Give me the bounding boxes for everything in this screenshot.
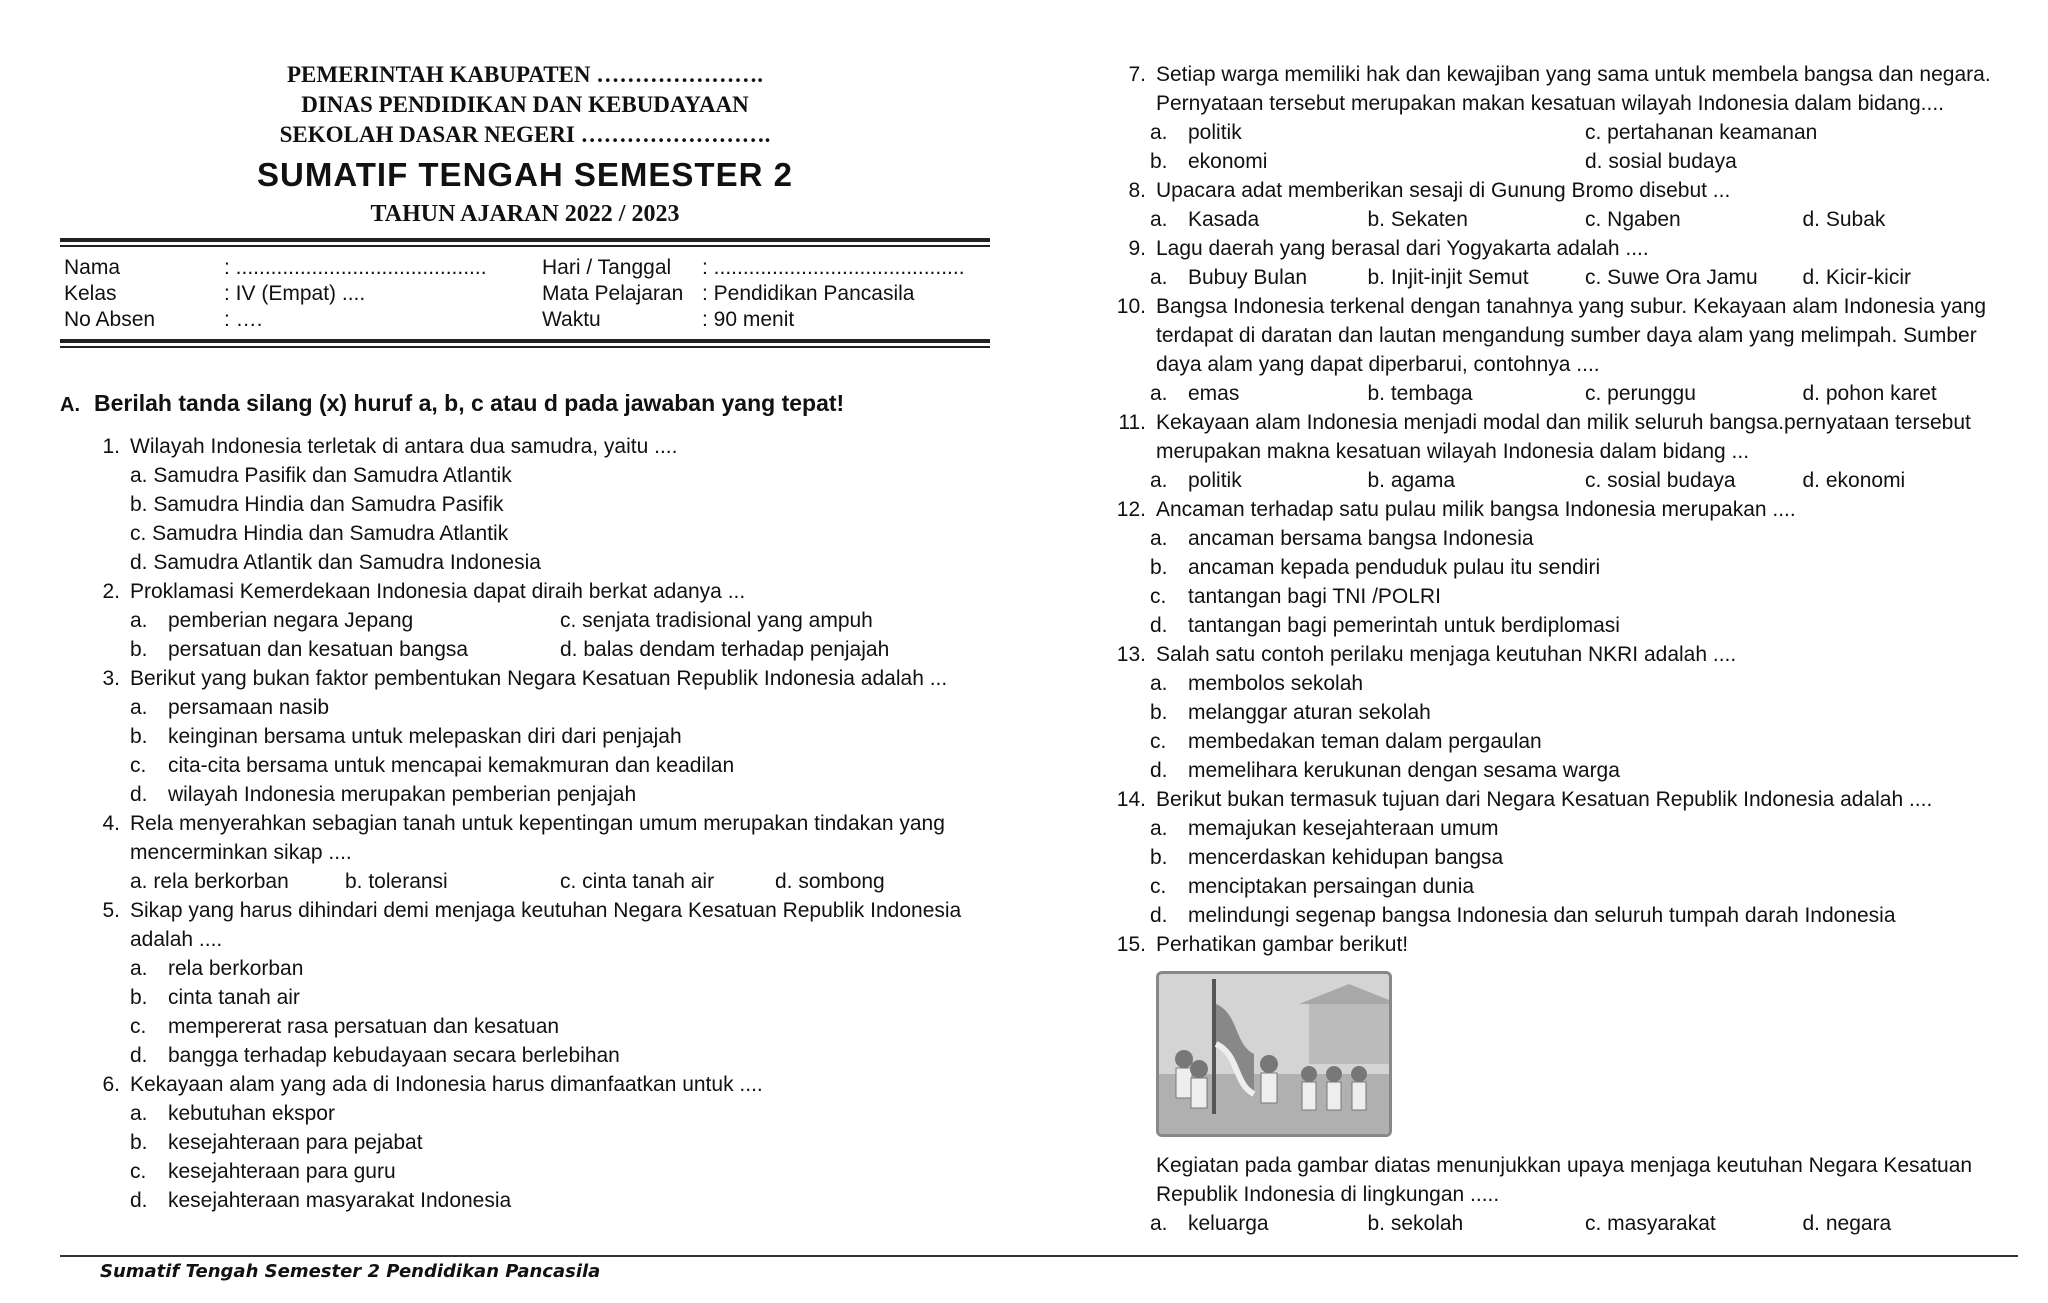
- option: a. Samudra Pasifik dan Samudra Atlantik: [130, 464, 512, 487]
- option-letter: b.: [1150, 150, 1168, 173]
- option-letter: a.: [1150, 527, 1168, 550]
- question-15: [1110, 930, 2020, 1238]
- option-text: kesejahteraan para guru: [168, 1160, 396, 1183]
- option-letter: d.: [130, 783, 148, 806]
- option-letter: a.: [1150, 817, 1168, 840]
- option-text: persamaan nasib: [168, 696, 330, 719]
- option-text: mempererat rasa persatuan dan kesatuan: [168, 1015, 560, 1038]
- header-divider: [60, 238, 990, 247]
- option-letter: a.: [130, 609, 148, 632]
- option-letter: b.: [1150, 556, 1168, 579]
- identity-divider: [60, 339, 990, 348]
- option-text: membolos sekolah: [1188, 672, 1364, 695]
- question-text: Berikut bukan termasuk tujuan dari Negara Kesatuan Republik Indonesia adalah ....: [1156, 788, 1933, 811]
- option: c. Suwe Ora Jamu: [1585, 266, 1758, 289]
- option-text: keluarga: [1188, 1212, 1269, 1235]
- page-footer: Sumatif Tengah Semester 2 Pendidikan Pancasila: [100, 1261, 601, 1282]
- option: c. sosial budaya: [1585, 469, 1736, 492]
- option: d. Samudra Atlantik dan Samudra Indonesia: [130, 551, 541, 574]
- question-12: [1110, 495, 2020, 640]
- question-text: Proklamasi Kemerdekaan Indonesia dapat diraih berkat adanya ...: [130, 580, 746, 603]
- option: d. ekonomi: [1802, 469, 1906, 492]
- option: c. Ngaben: [1585, 208, 1681, 231]
- question-8: [1110, 176, 2020, 234]
- option-text: politik: [1188, 469, 1242, 492]
- option: a. rela berkorban: [130, 870, 289, 893]
- option-letter: a.: [1150, 1212, 1168, 1235]
- question-list-left: [80, 432, 990, 1215]
- option-letter: a.: [130, 1102, 148, 1125]
- question-14: [1110, 785, 2020, 930]
- question-number: 3.: [102, 667, 120, 690]
- option-text: membedakan teman dalam pergaulan: [1188, 730, 1542, 753]
- option-text: rela berkorban: [168, 957, 304, 980]
- option-letter: c.: [1150, 585, 1167, 608]
- identity-label: Waktu: [542, 308, 601, 331]
- option-letter: b.: [1150, 846, 1168, 869]
- option-letter: c.: [130, 754, 147, 777]
- question-text: Setiap warga memiliki hak dan kewajiban yang sama untuk membela bangsa dan negara. Pernyataan tersebut merupakan makan kesatuan wilayah Indonesia dalam bidang....: [1156, 63, 1991, 115]
- option-text: persatuan dan kesatuan bangsa: [168, 638, 469, 661]
- question-text: Upacara adat memberikan sesaji di Gunung Bromo disebut ...: [1156, 179, 1731, 202]
- option: d. Subak: [1802, 208, 1886, 231]
- option-letter: a.: [130, 957, 148, 980]
- option-text: keinginan bersama untuk melepaskan diri dari penjajah: [168, 725, 682, 748]
- header-line-1: PEMERINTAH KABUPATEN ………………….: [287, 62, 763, 87]
- question-number: 8.: [1128, 179, 1146, 202]
- question-10: [1110, 292, 2020, 408]
- question-13: [1110, 640, 2020, 785]
- option: d. pohon karet: [1802, 382, 1937, 405]
- question-3: [80, 664, 990, 809]
- option: c. masyarakat: [1585, 1212, 1716, 1235]
- identity-value: : ….: [224, 308, 263, 331]
- academic-year: TAHUN AJARAN 2022 / 2023: [370, 201, 680, 227]
- option: b. sekolah: [1367, 1212, 1464, 1235]
- left-column: [60, 0, 990, 1215]
- question-text: Bangsa Indonesia terkenal dengan tanahnya yang subur. Kekayaan alam Indonesia yang terdapat di daratan dan lautan mengandung sumber daya alam yang melimpah. Sumber daya alam yang dapat diperbarui, contohnya ....: [1156, 295, 1987, 376]
- question-2: [80, 577, 990, 664]
- question-11: [1110, 408, 2020, 495]
- option: d. sosial budaya: [1585, 150, 1737, 173]
- option-text: bangga terhadap kebudayaan secara berlebihan: [168, 1044, 620, 1067]
- option-letter: a.: [1150, 382, 1168, 405]
- question-text: Kekayaan alam yang ada di Indonesia harus dimanfaatkan untuk ....: [130, 1073, 763, 1096]
- option: b. agama: [1367, 469, 1456, 492]
- option-letter: a.: [130, 696, 148, 719]
- question-text: Lagu daerah yang berasal dari Yogyakarta adalah ....: [1156, 237, 1649, 260]
- option-letter: b.: [130, 638, 148, 661]
- option-text: Bubuy Bulan: [1188, 266, 1308, 289]
- identity-label: Mata Pelajaran: [542, 282, 684, 305]
- question-number: 5.: [102, 899, 120, 922]
- option-letter: a.: [1150, 121, 1168, 144]
- identity-value: : ...........................................: [702, 256, 965, 279]
- question-text: Ancaman terhadap satu pulau milik bangsa Indonesia merupakan ....: [1156, 498, 1796, 521]
- option-text: ekonomi: [1188, 150, 1268, 173]
- question-number: 13.: [1116, 643, 1146, 666]
- flag-ceremony-image: [1159, 974, 1389, 1134]
- option-text: tantangan bagi pemerintah untuk berdiplomasi: [1188, 614, 1620, 637]
- identity-value: : Pendidikan Pancasila: [702, 282, 915, 305]
- option-letter: b.: [130, 1131, 148, 1154]
- option-text: kebutuhan ekspor: [168, 1102, 335, 1125]
- question-number: 1.: [102, 435, 120, 458]
- option: b. Samudra Hindia dan Samudra Pasifik: [130, 493, 504, 516]
- question-text: Berikut yang bukan faktor pembentukan Negara Kesatuan Republik Indonesia adalah ...: [130, 667, 948, 690]
- question-7: [1110, 60, 2020, 176]
- option: b. Sekaten: [1367, 208, 1468, 231]
- question-4: [80, 809, 990, 896]
- option-text: ancaman kepada penduduk pulau itu sendiri: [1188, 556, 1601, 579]
- identity-label: Nama: [64, 256, 121, 279]
- question-number: 14.: [1116, 788, 1146, 811]
- option-text: tantangan bagi TNI /POLRI: [1188, 585, 1441, 608]
- option-letter: c.: [1150, 730, 1167, 753]
- question-number: 15.: [1116, 933, 1146, 956]
- question-9: [1110, 234, 2020, 292]
- question-number: 2.: [102, 580, 120, 603]
- option-letter: d.: [130, 1044, 148, 1067]
- option: c. Samudra Hindia dan Samudra Atlantik: [130, 522, 509, 545]
- instruction-letter: A.: [60, 394, 80, 416]
- identity-label: Hari / Tanggal: [542, 256, 672, 279]
- option-letter: c.: [1150, 875, 1167, 898]
- option-text: kesejahteraan para pejabat: [168, 1131, 423, 1154]
- option-letter: b.: [130, 986, 148, 1009]
- right-column: [1110, 60, 2020, 1238]
- question-text: Sikap yang harus dihindari demi menjaga keutuhan Negara Kesatuan Republik Indonesia adalah ....: [130, 899, 962, 951]
- footer-divider: [60, 1255, 2018, 1257]
- option: c. perunggu: [1585, 382, 1696, 405]
- question-number: 11.: [1118, 411, 1146, 434]
- option-text: politik: [1188, 121, 1242, 144]
- question-number: 12.: [1116, 498, 1146, 521]
- identity-value: : ...........................................: [224, 256, 487, 279]
- question-number: 7.: [1128, 63, 1146, 86]
- question-number: 6.: [102, 1073, 120, 1096]
- option: d. balas dendam terhadap penjajah: [560, 638, 890, 661]
- option: b. toleransi: [345, 870, 448, 893]
- question-text: Kekayaan alam Indonesia menjadi modal dan milik seluruh bangsa.pernyataan tersebut merupakan makna kesatuan wilayah Indonesia dalam bidang ...: [1156, 411, 1971, 463]
- option-text: melindungi segenap bangsa Indonesia dan seluruh tumpah darah Indonesia: [1188, 904, 1896, 927]
- option: c. senjata tradisional yang ampuh: [560, 609, 873, 632]
- question-text: Perhatikan gambar berikut!: [1156, 933, 1409, 956]
- option-text: memajukan kesejahteraan umum: [1188, 817, 1499, 840]
- option-text: mencerdaskan kehidupan bangsa: [1188, 846, 1504, 869]
- option-letter: a.: [1150, 672, 1168, 695]
- question-6: [80, 1070, 990, 1215]
- question-number: 9.: [1128, 237, 1146, 260]
- option-letter: d.: [1150, 904, 1168, 927]
- instruction-text: Berilah tanda silang (x) huruf a, b, c atau d pada jawaban yang tepat!: [94, 390, 845, 416]
- option: d. negara: [1802, 1212, 1892, 1235]
- question-number: 10.: [1116, 295, 1146, 318]
- option: d. sombong: [775, 870, 885, 893]
- question-text: Rela menyerahkan sebagian tanah untuk kepentingan umum merupakan tindakan yang mencerminkan sikap ....: [130, 812, 945, 864]
- option-text: memelihara kerukunan dengan sesama warga: [1188, 759, 1620, 782]
- option: c. pertahanan keamanan: [1585, 121, 1818, 144]
- option: b. tembaga: [1367, 382, 1473, 405]
- question-5: [80, 896, 990, 1070]
- option-text: menciptakan persaingan dunia: [1188, 875, 1475, 898]
- option-letter: a.: [1150, 266, 1168, 289]
- option-text: Kasada: [1188, 208, 1260, 231]
- question-1: [80, 432, 990, 577]
- identity-label: No Absen: [64, 308, 156, 331]
- option-text: pemberian negara Jepang: [168, 609, 414, 632]
- option: d. Kicir-kicir: [1802, 266, 1911, 289]
- option-letter: d.: [1150, 759, 1168, 782]
- option-text: kesejahteraan masyarakat Indonesia: [168, 1189, 512, 1212]
- header-line-3: SEKOLAH DASAR NEGERI …………………….: [279, 122, 771, 147]
- option: b. Injit-injit Semut: [1367, 266, 1529, 289]
- exam-title: SUMATIF TENGAH SEMESTER 2: [257, 156, 793, 193]
- option-letter: a.: [1150, 208, 1168, 231]
- option-letter: a.: [1150, 469, 1168, 492]
- header-line-2: DINAS PENDIDIKAN DAN KEBUDAYAAN: [301, 92, 749, 117]
- identity-block: [60, 247, 990, 339]
- document-header: [60, 60, 990, 230]
- option-text: cita-cita bersama untuk mencapai kemakmuran dan keadilan: [168, 754, 735, 777]
- option-letter: c.: [130, 1015, 147, 1038]
- question-text: Salah satu contoh perilaku menjaga keutuhan NKRI adalah ....: [1156, 643, 1737, 666]
- option-text: wilayah Indonesia merupakan pemberian penjajah: [168, 783, 637, 806]
- option-text: ancaman bersama bangsa Indonesia: [1188, 527, 1534, 550]
- option-letter: c.: [130, 1160, 147, 1183]
- option: c. cinta tanah air: [560, 870, 715, 893]
- option-letter: d.: [1150, 614, 1168, 637]
- option-letter: d.: [130, 1189, 148, 1212]
- instruction: [60, 388, 990, 420]
- identity-value: : IV (Empat) ....: [224, 282, 366, 305]
- option-text: cinta tanah air: [168, 986, 300, 1009]
- option-text: emas: [1188, 382, 1240, 405]
- option-text: melanggar aturan sekolah: [1188, 701, 1431, 724]
- question-text: Wilayah Indonesia terletak di antara dua samudra, yaitu ....: [130, 435, 678, 458]
- identity-label: Kelas: [64, 282, 117, 305]
- flag-ceremony-illustration: [1156, 971, 1392, 1137]
- identity-value: : 90 menit: [702, 308, 795, 331]
- question-number: 4.: [102, 812, 120, 835]
- option-letter: b.: [1150, 701, 1168, 724]
- option-letter: b.: [130, 725, 148, 748]
- question-text: Kegiatan pada gambar diatas menunjukkan upaya menjaga keutuhan Negara Kesatuan Republik Indonesia di lingkungan .....: [1156, 1154, 1973, 1206]
